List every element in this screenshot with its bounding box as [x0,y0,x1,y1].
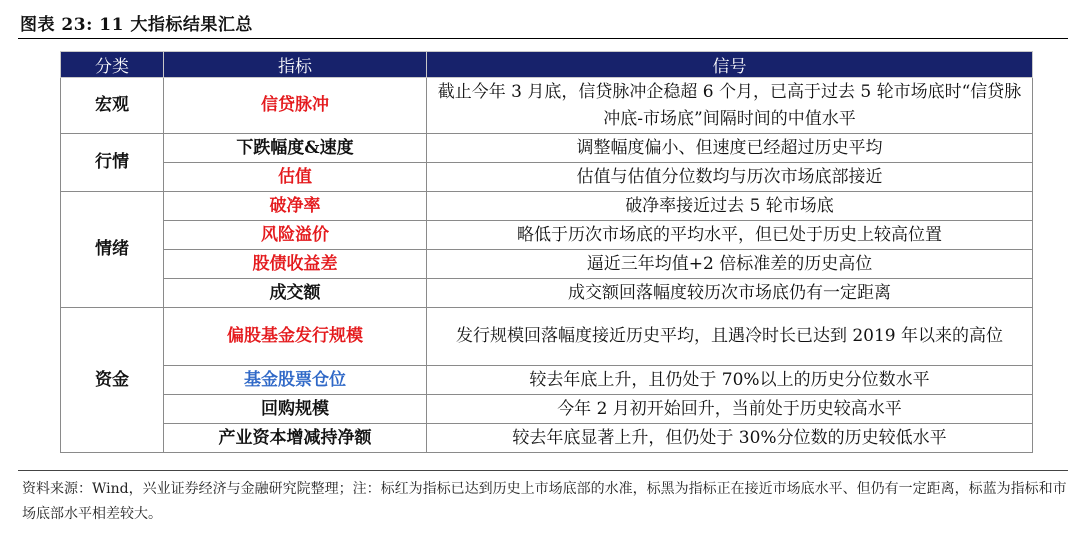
title-divider [18,38,1068,39]
figure-title: 图表 23: 11 大指标结果汇总 [20,15,253,35]
signal-cell: 成交额回落幅度较历次市场底仍有一定距离 [427,279,1033,308]
table-row [61,366,1033,395]
table-row [61,308,1033,366]
indicator-cell: 成交额 [164,279,427,308]
header-category: 分类 [61,52,164,78]
table-row [61,279,1033,308]
signal-cell: 调整幅度偏小、但速度已经超过历史平均 [427,134,1033,163]
table-row [61,424,1033,453]
signal-cell: 较去年底上升，且仍处于 70%以上的历史分位数水平 [427,366,1033,395]
category-cell: 资金 [61,308,164,453]
indicator-cell: 回购规模 [164,395,427,424]
header-indicator: 指标 [164,52,427,78]
signal-cell: 今年 2 月初开始回升，当前处于历史较高水平 [427,395,1033,424]
table-row [61,134,1033,163]
table-row [61,163,1033,192]
signal-cell: 逼近三年均值+2 倍标准差的历史高位 [427,250,1033,279]
source-note: 资料来源：Wind，兴业证券经济与金融研究院整理；注：标红为指标已达到历史上市场底部的水准，标黑为指标正在接近市场底水平、但仍有一定距离，标蓝为指标和市场底部水平相差较大。 [22,481,1067,522]
table-header-row [61,52,1033,78]
signal-cell: 发行规模回落幅度接近历史平均，且遇冷时长已达到 2019 年以来的高位 [427,308,1033,366]
signal-cell: 较去年底显著上升，但仍处于 30%分位数的历史较低水平 [427,424,1033,453]
indicator-cell: 股债收益差 [164,250,427,279]
indicator-cell: 偏股基金发行规模 [164,308,427,366]
indicator-cell: 产业资本增减持净额 [164,424,427,453]
table-row [61,221,1033,250]
category-cell: 行情 [61,134,164,192]
indicator-cell: 信贷脉冲 [164,78,427,134]
category-cell: 宏观 [61,78,164,134]
table-row [61,395,1033,424]
table-row [61,192,1033,221]
table-row [61,250,1033,279]
table-row [61,78,1033,134]
source-divider [18,470,1068,471]
category-cell: 情绪 [61,192,164,308]
indicator-cell: 估值 [164,163,427,192]
indicator-summary-table [60,51,1033,453]
indicator-cell: 下跌幅度&速度 [164,134,427,163]
header-signal: 信号 [427,52,1033,78]
indicator-cell: 风险溢价 [164,221,427,250]
signal-cell: 略低于历次市场底的平均水平，但已处于历史上较高位置 [427,221,1033,250]
signal-cell: 估值与估值分位数均与历次市场底部接近 [427,163,1033,192]
indicator-cell: 破净率 [164,192,427,221]
signal-cell: 截止今年 3 月底，信贷脉冲企稳超 6 个月，已高于过去 5 轮市场底时“信贷脉冲底-市场底”间隔时间的中值水平 [427,78,1033,134]
signal-cell: 破净率接近过去 5 轮市场底 [427,192,1033,221]
indicator-cell: 基金股票仓位 [164,366,427,395]
